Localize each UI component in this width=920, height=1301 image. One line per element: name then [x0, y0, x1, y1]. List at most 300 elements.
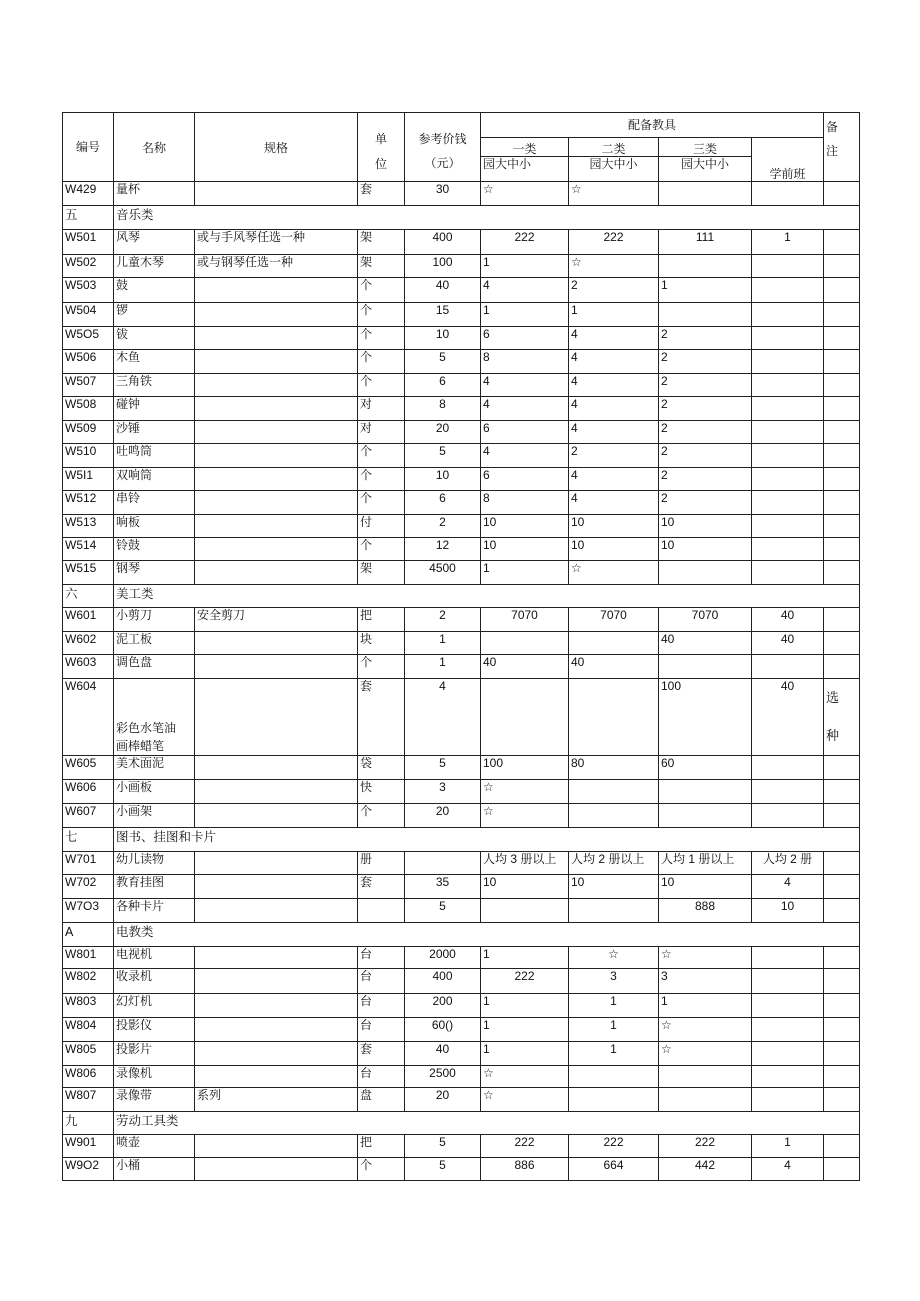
- item-name: 幻灯机: [114, 994, 195, 1018]
- item-spec: [195, 994, 358, 1018]
- preschool-qty: 40: [752, 608, 824, 632]
- item-price: 4500: [405, 561, 481, 585]
- item-unit: 套: [358, 1042, 405, 1066]
- item-price: 400: [405, 230, 481, 255]
- cat2-qty: 10: [569, 515, 659, 538]
- cat2-qty: ☆: [569, 947, 659, 969]
- item-note: [824, 1088, 860, 1112]
- item-code: W503: [63, 278, 114, 303]
- cat3-qty: ☆: [659, 1018, 752, 1042]
- table-row: [63, 1018, 860, 1042]
- cat2-qty: 80: [569, 756, 659, 780]
- item-price: 8: [405, 397, 481, 421]
- item-unit: 对: [358, 397, 405, 421]
- item-name: 铃鼓: [114, 538, 195, 561]
- section-title: 电教类: [114, 923, 860, 947]
- cat1-qty: 4: [481, 374, 569, 397]
- item-code: W806: [63, 1066, 114, 1088]
- preschool-qty: [752, 1042, 824, 1066]
- section-row: [63, 206, 860, 230]
- item-name: 投影仪: [114, 1018, 195, 1042]
- item-name: 沙锤: [114, 421, 195, 444]
- preschool-qty: [752, 327, 824, 350]
- cat2-qty: 4: [569, 327, 659, 350]
- item-price: 12: [405, 538, 481, 561]
- item-unit: 个: [358, 491, 405, 515]
- item-unit: 套: [358, 679, 405, 756]
- preschool-qty: [752, 1088, 824, 1112]
- item-name: 各种卡片: [114, 899, 195, 923]
- table-row: [63, 444, 860, 468]
- item-spec: 或与手风琴任选一种: [195, 230, 358, 255]
- preschool-qty: [752, 491, 824, 515]
- item-note: [824, 1042, 860, 1066]
- item-price: 35: [405, 875, 481, 899]
- item-name: 响板: [114, 515, 195, 538]
- cat1-qty: 4: [481, 397, 569, 421]
- item-code: W702: [63, 875, 114, 899]
- section-number: 五: [63, 206, 114, 230]
- section-number: 六: [63, 585, 114, 608]
- table-row: [63, 756, 860, 780]
- cat1-qty: 1: [481, 1042, 569, 1066]
- item-name: 美术面泥: [114, 756, 195, 780]
- item-code: W513: [63, 515, 114, 538]
- preschool-qty: [752, 756, 824, 780]
- item-code: W605: [63, 756, 114, 780]
- item-name: 量杯: [114, 182, 195, 206]
- item-name: 喷壶: [114, 1135, 195, 1158]
- preschool-qty: [752, 947, 824, 969]
- cat2-qty: [569, 899, 659, 923]
- item-spec: [195, 1042, 358, 1066]
- cat2-qty: 40: [569, 655, 659, 679]
- cat3-qty: [659, 1066, 752, 1088]
- table-row: [63, 679, 860, 756]
- item-code: W5O5: [63, 327, 114, 350]
- item-spec: [195, 515, 358, 538]
- item-spec: [195, 303, 358, 327]
- preschool-qty: [752, 994, 824, 1018]
- item-unit: [358, 899, 405, 923]
- cat3-qty: [659, 1088, 752, 1112]
- cat1-qty: 人均 3 册以上: [481, 852, 569, 875]
- item-unit: 个: [358, 538, 405, 561]
- table-row: [63, 632, 860, 655]
- item-name: 钢琴: [114, 561, 195, 585]
- item-unit: 架: [358, 255, 405, 278]
- cat3-qty: [659, 655, 752, 679]
- table-body: [63, 113, 860, 1181]
- preschool-qty: [752, 350, 824, 374]
- item-note: [824, 278, 860, 303]
- cat3-qty: 3: [659, 969, 752, 994]
- section-title: 美工类: [114, 585, 860, 608]
- item-spec: [195, 561, 358, 585]
- cat1-qty: 10: [481, 875, 569, 899]
- item-unit: 个: [358, 303, 405, 327]
- header-spec: 规格: [195, 113, 358, 182]
- item-spec: [195, 1158, 358, 1181]
- item-code: W7O3: [63, 899, 114, 923]
- cat1-qty: 222: [481, 969, 569, 994]
- header-code: 编号: [63, 113, 114, 182]
- item-note: [824, 1018, 860, 1042]
- item-name: 录像机: [114, 1066, 195, 1088]
- table-row: [63, 350, 860, 374]
- item-spec: [195, 756, 358, 780]
- item-name: 风琴: [114, 230, 195, 255]
- table-row: [63, 655, 860, 679]
- cat1-qty: 1: [481, 561, 569, 585]
- preschool-qty: [752, 655, 824, 679]
- cat3-qty: [659, 561, 752, 585]
- cat3-qty: 111: [659, 230, 752, 255]
- cat1-qty: ☆: [481, 804, 569, 828]
- item-spec: [195, 468, 358, 491]
- item-code: W807: [63, 1088, 114, 1112]
- cat3-qty: 10: [659, 538, 752, 561]
- cat3-qty: 2: [659, 397, 752, 421]
- item-name-line1: 彩色水笔油: [116, 721, 177, 735]
- table-row: [63, 278, 860, 303]
- cat2-qty: 2: [569, 278, 659, 303]
- item-note: [824, 632, 860, 655]
- item-unit: 架: [358, 561, 405, 585]
- preschool-qty: [752, 969, 824, 994]
- item-code: W510: [63, 444, 114, 468]
- cat1-qty: 6: [481, 327, 569, 350]
- item-price: 1: [405, 632, 481, 655]
- cat2-qty: 1: [569, 994, 659, 1018]
- cat3-qty: [659, 255, 752, 278]
- item-code: W607: [63, 804, 114, 828]
- item-name: 吐鸣筒: [114, 444, 195, 468]
- cat3-qty: 2: [659, 421, 752, 444]
- item-price: 5: [405, 350, 481, 374]
- equipment-table: [62, 112, 860, 1181]
- item-spec: [195, 278, 358, 303]
- table-row: [63, 875, 860, 899]
- header-cat1: 一类: [481, 138, 569, 157]
- header-row-1: [63, 113, 860, 138]
- item-spec: [195, 1018, 358, 1042]
- item-code: W512: [63, 491, 114, 515]
- item-code: W803: [63, 994, 114, 1018]
- table-row: [63, 608, 860, 632]
- item-note: [824, 852, 860, 875]
- item-unit: 个: [358, 327, 405, 350]
- cat3-qty: ☆: [659, 947, 752, 969]
- item-unit: 把: [358, 1135, 405, 1158]
- cat2-qty: [569, 804, 659, 828]
- cat3-qty: 888: [659, 899, 752, 923]
- cat2-qty: 10: [569, 875, 659, 899]
- section-title: 音乐类: [114, 206, 860, 230]
- table-row: [63, 969, 860, 994]
- table-row: [63, 1088, 860, 1112]
- item-code: W429: [63, 182, 114, 206]
- cat1-qty: [481, 679, 569, 756]
- item-note: [824, 804, 860, 828]
- cat3-qty: ☆: [659, 1042, 752, 1066]
- item-note: [824, 421, 860, 444]
- header-price-line2: （元）: [424, 156, 461, 170]
- item-note: [824, 679, 860, 756]
- cat3-qty: 2: [659, 374, 752, 397]
- item-unit: 对: [358, 421, 405, 444]
- preschool-qty: [752, 468, 824, 491]
- preschool-qty: [752, 780, 824, 804]
- cat1-qty: 4: [481, 444, 569, 468]
- item-price: [405, 852, 481, 875]
- item-name: 小画架: [114, 804, 195, 828]
- cat3-qty: 10: [659, 515, 752, 538]
- item-unit: 册: [358, 852, 405, 875]
- cat3-qty: 100: [659, 679, 752, 756]
- cat2-qty: ☆: [569, 255, 659, 278]
- cat2-qty: [569, 780, 659, 804]
- item-price: 20: [405, 1088, 481, 1112]
- item-name: [114, 679, 195, 756]
- cat3-qty: 2: [659, 468, 752, 491]
- table-row: [63, 804, 860, 828]
- table-row: [63, 421, 860, 444]
- item-note: [824, 397, 860, 421]
- item-unit: 个: [358, 444, 405, 468]
- item-note: [824, 1135, 860, 1158]
- item-price: 30: [405, 182, 481, 206]
- table-row: [63, 1066, 860, 1088]
- item-name: 幼儿读物: [114, 852, 195, 875]
- preschool-qty: 10: [752, 899, 824, 923]
- cat2-qty: 1: [569, 303, 659, 327]
- item-spec: [195, 969, 358, 994]
- cat2-qty: ☆: [569, 182, 659, 206]
- item-spec: [195, 421, 358, 444]
- cat1-qty: 6: [481, 468, 569, 491]
- item-spec: [195, 327, 358, 350]
- cat2-qty: 222: [569, 230, 659, 255]
- item-code: W5I1: [63, 468, 114, 491]
- item-note: [824, 947, 860, 969]
- item-code: W514: [63, 538, 114, 561]
- item-unit: 把: [358, 608, 405, 632]
- item-unit: 付: [358, 515, 405, 538]
- item-spec: [195, 397, 358, 421]
- header-cat3-sub: 园大中小: [659, 157, 752, 182]
- header-equip: 配备教具: [481, 113, 824, 138]
- item-spec: [195, 1066, 358, 1088]
- item-name: 投影片: [114, 1042, 195, 1066]
- preschool-qty: 人均 2 册: [752, 852, 824, 875]
- item-unit: 个: [358, 374, 405, 397]
- preschool-qty: [752, 278, 824, 303]
- item-name-line2: 画棒蜡笔: [116, 739, 165, 753]
- header-cat1-sub: 园大中小: [481, 157, 569, 182]
- cat2-qty: 4: [569, 374, 659, 397]
- item-price: 20: [405, 804, 481, 828]
- item-note-line1: 选: [826, 690, 840, 705]
- cat1-qty: ☆: [481, 1066, 569, 1088]
- item-note: [824, 561, 860, 585]
- item-spec: [195, 538, 358, 561]
- item-spec: [195, 491, 358, 515]
- header-remark-line1: 备: [826, 120, 839, 134]
- item-unit: 袋: [358, 756, 405, 780]
- item-note: [824, 1158, 860, 1181]
- item-price: 200: [405, 994, 481, 1018]
- preschool-qty: [752, 182, 824, 206]
- cat3-qty: 2: [659, 491, 752, 515]
- item-price: 15: [405, 303, 481, 327]
- table-row: [63, 255, 860, 278]
- preschool-qty: [752, 1018, 824, 1042]
- cat2-qty: 3: [569, 969, 659, 994]
- table-row: [63, 327, 860, 350]
- item-spec: [195, 679, 358, 756]
- cat1-qty: 222: [481, 1135, 569, 1158]
- cat1-qty: 886: [481, 1158, 569, 1181]
- item-note: [824, 182, 860, 206]
- item-spec: [195, 350, 358, 374]
- preschool-qty: [752, 1066, 824, 1088]
- table-row: [63, 468, 860, 491]
- item-price: 10: [405, 327, 481, 350]
- cat2-qty: 1: [569, 1042, 659, 1066]
- cat3-qty: 60: [659, 756, 752, 780]
- preschool-qty: 4: [752, 1158, 824, 1181]
- item-name: 泥工板: [114, 632, 195, 655]
- cat2-qty: 664: [569, 1158, 659, 1181]
- item-price: 10: [405, 468, 481, 491]
- item-spec: [195, 852, 358, 875]
- header-name: 名称: [114, 113, 195, 182]
- item-unit: 台: [358, 994, 405, 1018]
- header-preschool: 学前班: [752, 138, 824, 182]
- item-spec: [195, 374, 358, 397]
- cat1-qty: 1: [481, 994, 569, 1018]
- header-remark-line2: 注: [826, 144, 839, 158]
- item-price: 2500: [405, 1066, 481, 1088]
- item-name: 锣: [114, 303, 195, 327]
- table-row: [63, 230, 860, 255]
- item-note: [824, 374, 860, 397]
- table-row: [63, 374, 860, 397]
- item-price: 1: [405, 655, 481, 679]
- table-row: [63, 538, 860, 561]
- item-name: 电视机: [114, 947, 195, 969]
- table-row: [63, 852, 860, 875]
- cat1-qty: 10: [481, 515, 569, 538]
- item-unit: 个: [358, 655, 405, 679]
- cat1-qty: 1: [481, 947, 569, 969]
- item-unit: 套: [358, 875, 405, 899]
- item-unit: 架: [358, 230, 405, 255]
- section-row: [63, 828, 860, 852]
- item-code: W701: [63, 852, 114, 875]
- table-row: [63, 1042, 860, 1066]
- preschool-qty: 1: [752, 1135, 824, 1158]
- item-price: 60(): [405, 1018, 481, 1042]
- cat2-qty: [569, 1066, 659, 1088]
- item-name: 录像带: [114, 1088, 195, 1112]
- item-spec: 或与钢琴任选一种: [195, 255, 358, 278]
- cat3-qty: [659, 182, 752, 206]
- item-code: W507: [63, 374, 114, 397]
- item-code: W506: [63, 350, 114, 374]
- item-note: [824, 780, 860, 804]
- item-price: 40: [405, 278, 481, 303]
- item-name: 小画板: [114, 780, 195, 804]
- section-title: 图书、挂图和卡片: [114, 828, 860, 852]
- item-note: [824, 491, 860, 515]
- preschool-qty: [752, 255, 824, 278]
- cat2-qty: 222: [569, 1135, 659, 1158]
- item-name: 调色盘: [114, 655, 195, 679]
- item-note: [824, 899, 860, 923]
- preschool-qty: [752, 444, 824, 468]
- section-title: 劳动工具类: [114, 1112, 860, 1135]
- item-spec: [195, 780, 358, 804]
- item-price: 40: [405, 1042, 481, 1066]
- preschool-qty: [752, 804, 824, 828]
- item-unit: 个: [358, 804, 405, 828]
- item-note: [824, 969, 860, 994]
- item-note: [824, 608, 860, 632]
- item-spec: [195, 182, 358, 206]
- preschool-qty: 1: [752, 230, 824, 255]
- item-unit: 快: [358, 780, 405, 804]
- item-note: [824, 1066, 860, 1088]
- item-code: W601: [63, 608, 114, 632]
- item-note: [824, 255, 860, 278]
- item-price: 20: [405, 421, 481, 444]
- item-code: W805: [63, 1042, 114, 1066]
- cat2-qty: 4: [569, 468, 659, 491]
- item-name: 串铃: [114, 491, 195, 515]
- item-code: W802: [63, 969, 114, 994]
- item-price: 5: [405, 1135, 481, 1158]
- cat1-qty: 8: [481, 491, 569, 515]
- cat1-qty: 1: [481, 303, 569, 327]
- item-code: W515: [63, 561, 114, 585]
- header-unit-line1: 单: [374, 132, 387, 146]
- cat3-qty: 2: [659, 444, 752, 468]
- item-note: [824, 994, 860, 1018]
- header-cat2: 二类: [569, 138, 659, 157]
- table-row: [63, 1135, 860, 1158]
- item-unit: 盘: [358, 1088, 405, 1112]
- item-price: 4: [405, 679, 481, 756]
- cat2-qty: [569, 632, 659, 655]
- item-price: 100: [405, 255, 481, 278]
- item-code: W602: [63, 632, 114, 655]
- preschool-qty: [752, 421, 824, 444]
- header-price-line1: 参考价钱: [418, 132, 467, 146]
- cat1-qty: [481, 632, 569, 655]
- item-name: 儿童木琴: [114, 255, 195, 278]
- item-unit: 块: [358, 632, 405, 655]
- table-row: [63, 515, 860, 538]
- item-name: 木鱼: [114, 350, 195, 374]
- cat3-qty: 10: [659, 875, 752, 899]
- item-unit: 台: [358, 1066, 405, 1088]
- item-note: [824, 655, 860, 679]
- section-row: [63, 1112, 860, 1135]
- item-note: [824, 303, 860, 327]
- item-code: W804: [63, 1018, 114, 1042]
